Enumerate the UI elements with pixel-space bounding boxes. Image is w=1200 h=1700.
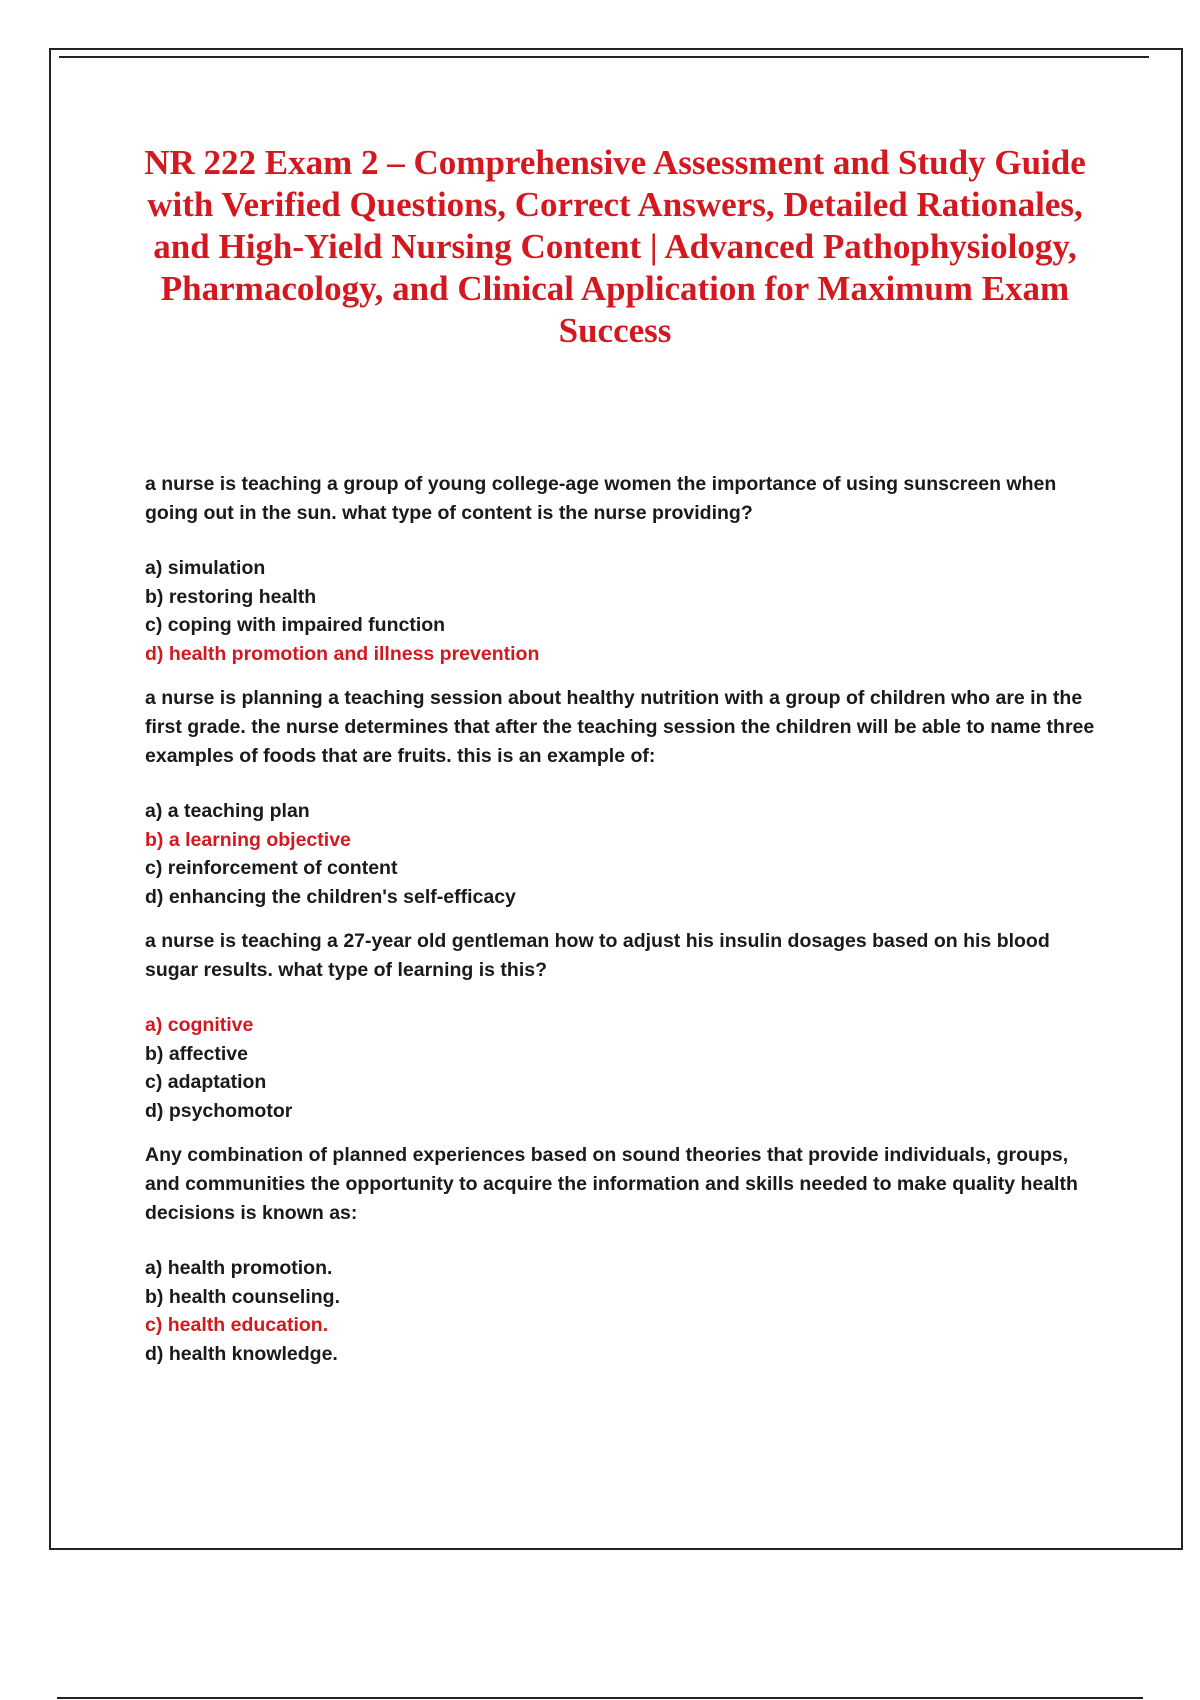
correct-answer-option: a) cognitive <box>145 1014 254 1036</box>
answer-option: d) health knowledge. <box>145 1342 338 1365</box>
answer-option: b) affective <box>145 1042 248 1065</box>
answer-option: a) simulation <box>145 557 266 579</box>
question-text: a nurse is teaching a group of young college-age women the importance of using sunscreen when going out in the sun. what type of content is the nurse providing? <box>145 473 1057 524</box>
document-title: NR 222 Exam 2 – Comprehensive Assessment and Study Guide with Verified Questions, Correct Answers, Detailed Rationales, and High-Yield Nursing Content | Advanced Pathophysiology, Pharmacology, and Clinical Application for Maximum Exam Success <box>144 143 1086 350</box>
question-list <box>145 470 1095 1384</box>
answer-options <box>145 1254 1095 1368</box>
question-block-4 <box>145 1141 1095 1368</box>
answer-option: b) restoring health <box>145 585 317 608</box>
question-text: a nurse is teaching a 27-year old gentleman how to adjust his insulin dosages based on his blood sugar results. what type of learning is this? <box>145 930 1050 981</box>
answer-options <box>145 554 1095 668</box>
answer-option: a) a teaching plan <box>145 800 310 822</box>
answer-option: d) psychomotor <box>145 1099 293 1122</box>
correct-answer-option: b) a learning objective <box>145 828 351 851</box>
answer-option: c) coping with impaired function <box>145 614 446 636</box>
correct-answer-option: d) health promotion and illness prevention <box>145 642 540 665</box>
answer-option: d) enhancing the children's self-efficacy <box>145 885 516 908</box>
answer-option: a) health promotion. <box>145 1257 333 1279</box>
answer-options <box>145 1011 1095 1125</box>
correct-answer-option: c) health education. <box>145 1314 329 1336</box>
question-block-1 <box>145 470 1095 668</box>
top-divider <box>59 56 1149 58</box>
question-text: a nurse is planning a teaching session about healthy nutrition with a group of children who are in the first grade. the nurse determines that after the teaching session the children will be able to name three examples of foods that are fruits. this is an example of: <box>145 687 1095 767</box>
question-text: Any combination of planned experiences based on sound theories that provide individuals, groups, and communities the opportunity to acquire the information and skills needed to make quality health decisions is known as: <box>145 1144 1078 1224</box>
answer-option: c) reinforcement of content <box>145 857 398 879</box>
answer-option: c) adaptation <box>145 1071 267 1093</box>
answer-options <box>145 797 1095 911</box>
question-block-2 <box>145 684 1095 911</box>
answer-option: b) health counseling. <box>145 1285 341 1308</box>
question-block-3 <box>145 927 1095 1125</box>
bottom-divider <box>57 1697 1143 1699</box>
